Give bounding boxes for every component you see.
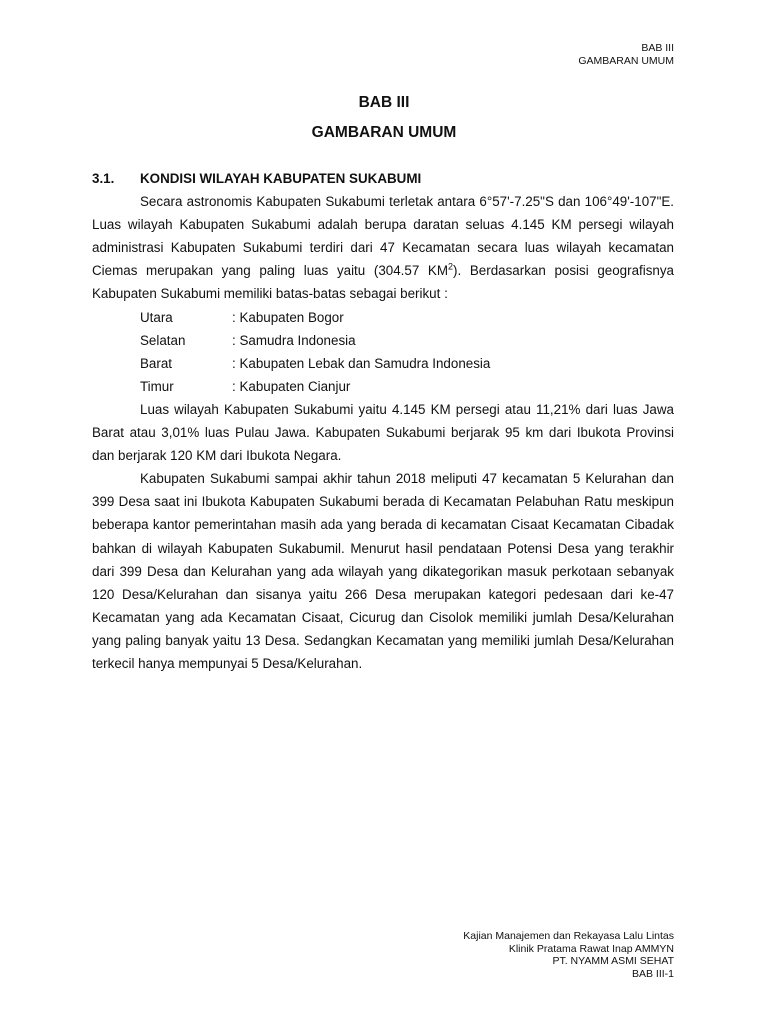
paragraph-location (92, 190, 674, 305)
running-header-chapter: BAB III (641, 42, 674, 54)
running-header (578, 42, 674, 68)
border-list (92, 306, 674, 398)
border-direction: Selatan (140, 332, 186, 348)
footer-client: Klinik Pratama Rawat Inap AMMYN (508, 942, 674, 955)
border-direction: Timur (140, 378, 174, 394)
superscript-two: 2 (448, 261, 454, 272)
paragraph-location-text-b: ). Berdasarkan posisi geografisnya Kabupaten Sukabumi memiliki batas-batas sebagai berikut : (92, 263, 674, 302)
running-header-title: GAMBARAN UMUM (578, 55, 674, 67)
border-row-south (92, 329, 674, 352)
document-body (92, 167, 674, 675)
chapter-number: BAB III (358, 94, 410, 111)
page-number: BAB III-1 (631, 967, 674, 980)
section-title: KONDISI WILAYAH KABUPATEN SUKABUMI (140, 171, 422, 186)
footer-project-title: Kajian Manajemen dan Rekayasa Lalu Lintas (463, 930, 674, 942)
paragraph-location-text-a: Secara astronomis Kabupaten Sukabumi terletak antara 6°57'-7.25"S dan 106°49'-107"E. Luas wilayah Kabupaten Sukabumi adalah berupa daratan seluas 4.145 KM persegi wilayah administrasi Kabupaten Sukabumi terdiri dari 47 Kecamatan secara luas wilayah kecamatan Ciemas merupakan yang paling luas yaitu (304.57 KM (92, 194, 674, 279)
section-number: 3.1. (92, 171, 115, 186)
chapter-title: GAMBARAN UMUM (311, 124, 457, 141)
page-footer (463, 930, 674, 980)
paragraph-area: Luas wilayah Kabupaten Sukabumi yaitu 4.145 KM persegi atau 11,21% dari luas Jawa Barat atau 3,01% luas Pulau Jawa. Kabupaten Sukabumi berjarak 95 km dari Ibukota Provinsi dan berjarak 120 KM dari Ibukota Negara. (92, 401, 674, 464)
border-value: : Kabupaten Lebak dan Samudra Indonesia (232, 355, 491, 371)
border-direction: Barat (140, 355, 173, 371)
border-direction: Utara (140, 309, 173, 325)
section-heading (92, 167, 674, 190)
border-row-east (92, 375, 674, 398)
chapter-heading (0, 88, 768, 148)
paragraph-administration: Kabupaten Sukabumi sampai akhir tahun 2018 meliputi 47 kecamatan 5 Kelurahan dan 399 Desa saat ini Ibukota Kabupaten Sukabumi berada di Kecamatan Pelabuhan Ratu meskipun beberapa kantor pemerintahan masih ada yang berada di kecamatan Cisaat Kecamatan Cibadak bahkan di wilayah Kabupaten Sukabumil. Menurut hasil pendataan Potensi Desa yang terakhir dari 399 Desa dan Kelurahan yang ada wilayah yang dikategorikan masuk perkotaan sebanyak 120 Desa/Kelurahan dan sisanya yaitu 266 Desa merupakan kategori pedesaan dari ke-47 Kecamatan yang ada Kecamatan Cisaat, Cicurug dan Cisolok memiliki jumlah Desa/Kelurahan yang paling banyak yaitu 13 Desa. Sedangkan Kecamatan yang memiliki jumlah Desa/Kelurahan terkecil hanya mempunyai 5 Desa/Kelurahan. (92, 471, 674, 671)
border-value: : Samudra Indonesia (232, 332, 356, 348)
border-value: : Kabupaten Bogor (232, 309, 344, 325)
footer-company: PT. NYAMM ASMI SEHAT (552, 955, 674, 967)
border-value: : Kabupaten Cianjur (232, 378, 351, 394)
border-row-west (92, 352, 674, 375)
border-row-north (92, 306, 674, 329)
